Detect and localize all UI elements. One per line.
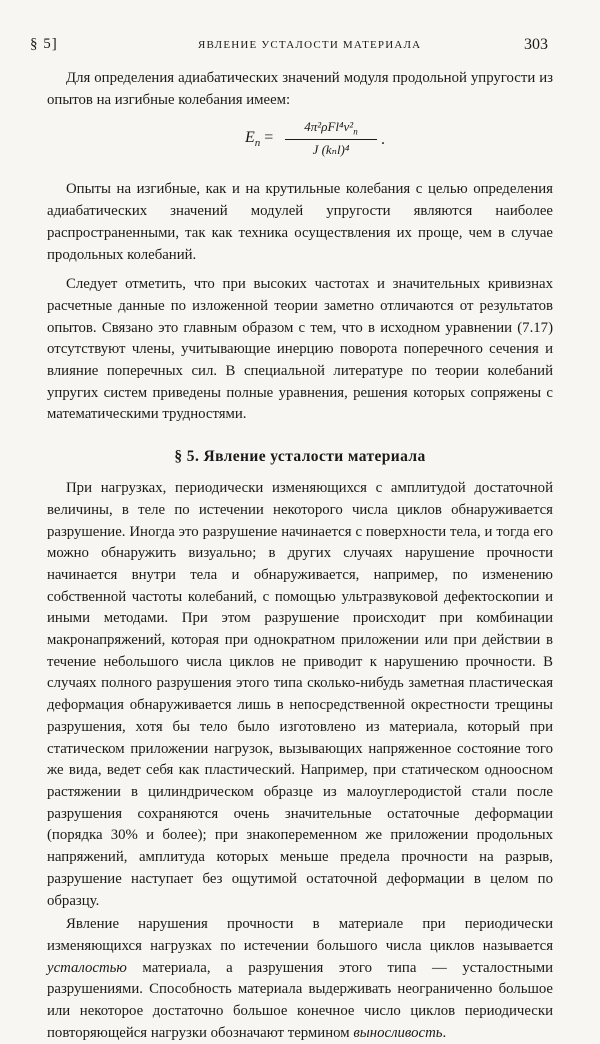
header-title: ЯВЛЕНИЕ УСТАЛОСТИ МАТЕРИАЛА [198,39,422,51]
formula-modulus [47,111,553,173]
paragraph-fatigue-loads: При нагрузках, периодически изменяющихся с амплитудой достаточной величины, в теле по истечении некоторого числа циклов обнаруживается разрушение. Иногда это разрушение начинается с поверхности тела, и тогда его можно обнаружить визуально; в других случаях нарушение прочности начинается внутри тела и обнаруживается, например, по изменению собственной частоты колебаний, с помощью ультразвуковой дефектоскопии и иными методами. При этом разрушение происходит при комбинации макронапряжений, которая при однократном приложении или при действии в течение небольшого числа циклов не приводит к нарушению прочности. В случаях полного разрушения этого типа сколько-нибудь заметная пластическая деформация обнаруживается лишь в непосредственной окрестности трещины разрушения, хотя бы тело было изготовлено из материала, который при статическом приложении нагрузок, вызывающих напряженное состояние того же вида, ведет себя как пластический. Например, при статическом одноосном растяжении в цилиндрическом образце из малоуглеродистой стали после разрушения сохраняются очень значительные остаточные деформации (порядка 30% и более); при знакопеременном же приложении продольных напряжений, амплитуда которых меньше предела прочности на разрыв, разрушение наступает без ощутимой остаточной деформации в целом по образцу. [47,480,553,909]
formula-end: . [381,131,385,149]
term-endurance: выносливость [353,1024,443,1041]
formula-numerator: $4\pi^2\rho Fl^4\nu^2_n$ [304,119,358,137]
formula-denominator: J (kₙl)⁴ [312,142,350,157]
section-heading: § 5. Явление усталости материала [174,448,426,466]
page-number: 303 [524,36,548,53]
running-header [30,36,548,56]
term-fatigue: усталостью [47,959,127,976]
paragraph-experiments: Опыты на изгибные, как и на крутильные колебания с целью определения адиабатических значений модулей упругости являются наиболее распространенными, так как техника осуществления их проще, чем в случае продольных колебаний. [47,181,553,263]
formula-fraction [285,119,377,158]
paragraph-fatigue-definition: Явление нарушения прочности в материале при периодически изменяющихся нагрузках по истечении большого числа циклов называется усталостью материала, а разрушения этого типа — усталостными разрушениями. Способность материала выдерживать неограниченно большое или некоторое достаточно большое конечное число циклов периодически повторяющейся нагрузки обозначают термином выносливость. [47,916,553,1041]
paragraph-high-frequency: Следует отметить, что при высоких частотах и значительных кривизнах расчетные данные по изложенной теории заметно отличаются от результатов опытов. Связано это главным образом с тем, что в исходном уравнении (7.17) отсутствуют члены, учитывающие инерцию поворота поперечного сечения и влияние поперечных сил. В специальной литературе по теории колебаний упругих систем приведены полные уравнения, решения которых сопряжены с математическими трудностями. [47,276,553,423]
paragraph-intro: Для определения адиабатических значений модуля продольной упругости из опытов на изгибные колебания имеем: [47,70,553,108]
formula-lhs: $E_n$ = [245,129,274,150]
header-section-mark: § 5] [30,36,58,52]
page-body [47,68,553,1044]
